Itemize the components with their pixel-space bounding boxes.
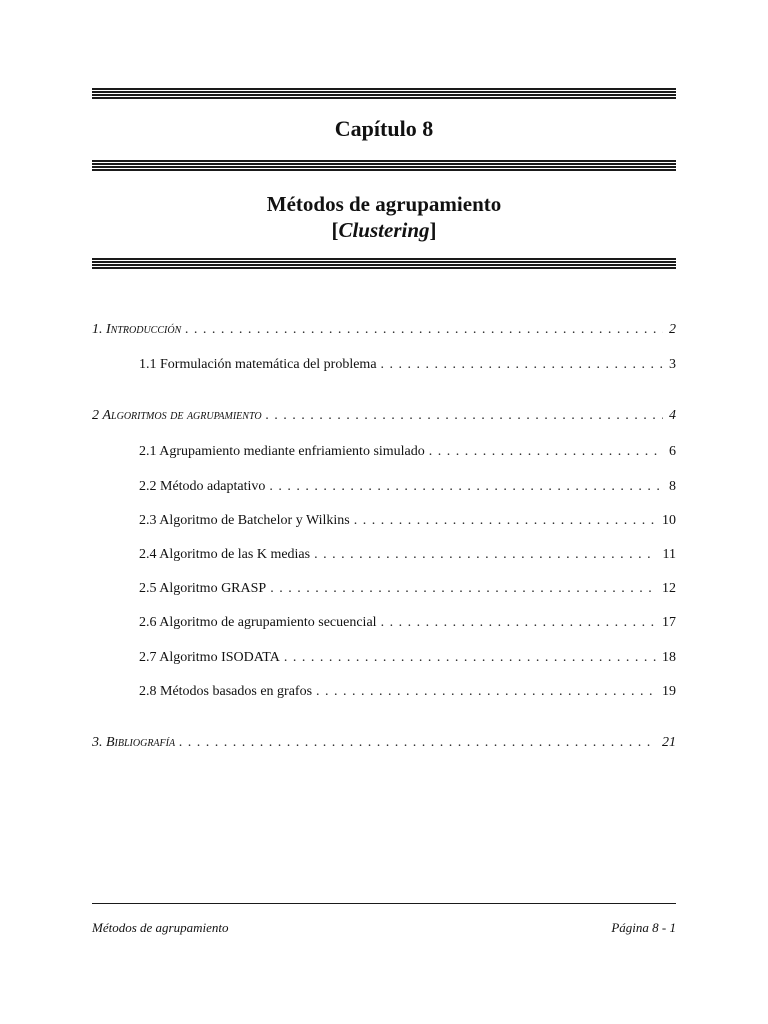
toc-entry-label: Métodos basados en grafos xyxy=(160,684,313,699)
toc-entry-label: Algoritmo GRASP xyxy=(159,581,267,596)
subtitle xyxy=(0,217,768,243)
toc-entry[interactable] xyxy=(92,511,676,531)
toc-entry-label: Algoritmo de agrupamiento secuencial xyxy=(159,615,377,630)
toc-entry-page: 12 xyxy=(662,581,676,596)
toc-entry-page: 10 xyxy=(662,513,676,528)
toc-entry-title xyxy=(92,406,266,426)
toc-entry-number: 2.1 xyxy=(139,444,157,459)
footer-rule xyxy=(92,903,676,904)
toc-entry-label: Algoritmo ISODATA xyxy=(159,650,280,665)
toc-entry-page: 17 xyxy=(662,615,676,630)
toc-entry-page: 19 xyxy=(662,684,676,699)
toc-dot-leader xyxy=(270,579,656,599)
toc-entry-title xyxy=(92,320,185,340)
document-title xyxy=(0,191,768,243)
toc-entry-label: Introducción xyxy=(106,322,182,337)
toc-entry-number: 2.3 xyxy=(139,513,157,528)
toc-entry-number: 2.2 xyxy=(139,479,157,494)
toc-entry-title xyxy=(139,355,381,375)
footer-page-number: Página 8 - 1 xyxy=(611,920,676,935)
toc-entry-number: 3. xyxy=(92,735,103,750)
subtitle-close-bracket: ] xyxy=(429,218,437,242)
toc-dot-leader xyxy=(179,733,656,753)
toc-dot-leader xyxy=(185,320,663,340)
toc-entry-number: 2.7 xyxy=(139,650,157,665)
toc-dot-leader xyxy=(354,511,656,531)
subtitle-term: Clustering xyxy=(338,218,430,242)
toc-entry[interactable] xyxy=(92,406,676,426)
toc-entry-label: Bibliografía xyxy=(106,735,176,750)
toc-entry-title xyxy=(139,648,284,668)
subtitle-open-bracket: [ xyxy=(331,218,339,242)
toc-entry-label: Método adaptativo xyxy=(160,479,266,494)
toc-entry[interactable] xyxy=(92,733,676,753)
toc-dot-leader xyxy=(429,442,663,462)
toc-entry-page: 4 xyxy=(669,408,676,423)
toc-entry[interactable] xyxy=(92,442,676,462)
toc-entry[interactable] xyxy=(92,682,676,702)
toc-entry-title xyxy=(139,613,381,633)
toc-entry-title xyxy=(139,579,270,599)
toc-entry-title xyxy=(139,682,316,702)
toc-entry[interactable] xyxy=(92,320,676,340)
toc-dot-leader xyxy=(269,477,663,497)
toc-dot-leader xyxy=(314,545,656,565)
toc-entry[interactable] xyxy=(92,613,676,633)
toc-dot-leader xyxy=(381,355,663,375)
toc-entry-number: 1. xyxy=(92,322,103,337)
footer-title: Métodos de agrupamiento xyxy=(92,920,229,935)
toc-entry[interactable] xyxy=(92,579,676,599)
toc-entry-title xyxy=(139,477,269,497)
toc-dot-leader xyxy=(284,648,656,668)
title-text: Métodos de agrupamiento xyxy=(266,192,502,216)
toc-entry-page: 18 xyxy=(662,650,676,665)
toc-entry-label: Formulación matemática del problema xyxy=(160,357,377,372)
middle-rule xyxy=(92,160,676,172)
toc-entry-number: 1.1 xyxy=(139,357,157,372)
toc-dot-leader xyxy=(381,613,656,633)
toc-entry-number: 2.8 xyxy=(139,684,157,699)
toc-entry-label: Algoritmo de las K medias xyxy=(159,547,311,562)
toc-entry-label: Algoritmos de agrupamiento xyxy=(102,408,262,423)
toc-entry-page: 2 xyxy=(669,322,676,337)
toc-entry[interactable] xyxy=(92,545,676,565)
toc-entry-number: 2.6 xyxy=(139,615,157,630)
toc-entry[interactable] xyxy=(92,648,676,668)
toc-entry-number: 2.5 xyxy=(139,581,157,596)
toc-entry-page: 6 xyxy=(669,444,676,459)
toc-entry-number: 2 xyxy=(92,408,99,423)
toc-entry[interactable] xyxy=(92,355,676,375)
bottom-rule xyxy=(92,258,676,270)
toc-entry-title xyxy=(92,733,179,753)
toc-entry-title xyxy=(139,545,314,565)
toc-entry-label: Agrupamiento mediante enfriamiento simulado xyxy=(159,444,425,459)
chapter-title: Capítulo 8 xyxy=(334,116,434,141)
toc-entry-label: Algoritmo de Batchelor y Wilkins xyxy=(159,513,350,528)
toc-dot-leader xyxy=(266,406,663,426)
toc-entry-title xyxy=(139,442,429,462)
toc-entry-title xyxy=(139,511,354,531)
top-rule xyxy=(92,88,676,100)
toc-entry-page: 3 xyxy=(669,357,676,372)
toc-entry-page: 8 xyxy=(669,479,676,494)
toc-entry-page: 21 xyxy=(662,735,676,750)
toc-entry[interactable] xyxy=(92,477,676,497)
toc-entry-number: 2.4 xyxy=(139,547,157,562)
toc-dot-leader xyxy=(316,682,656,702)
toc-entry-page: 11 xyxy=(662,547,676,562)
